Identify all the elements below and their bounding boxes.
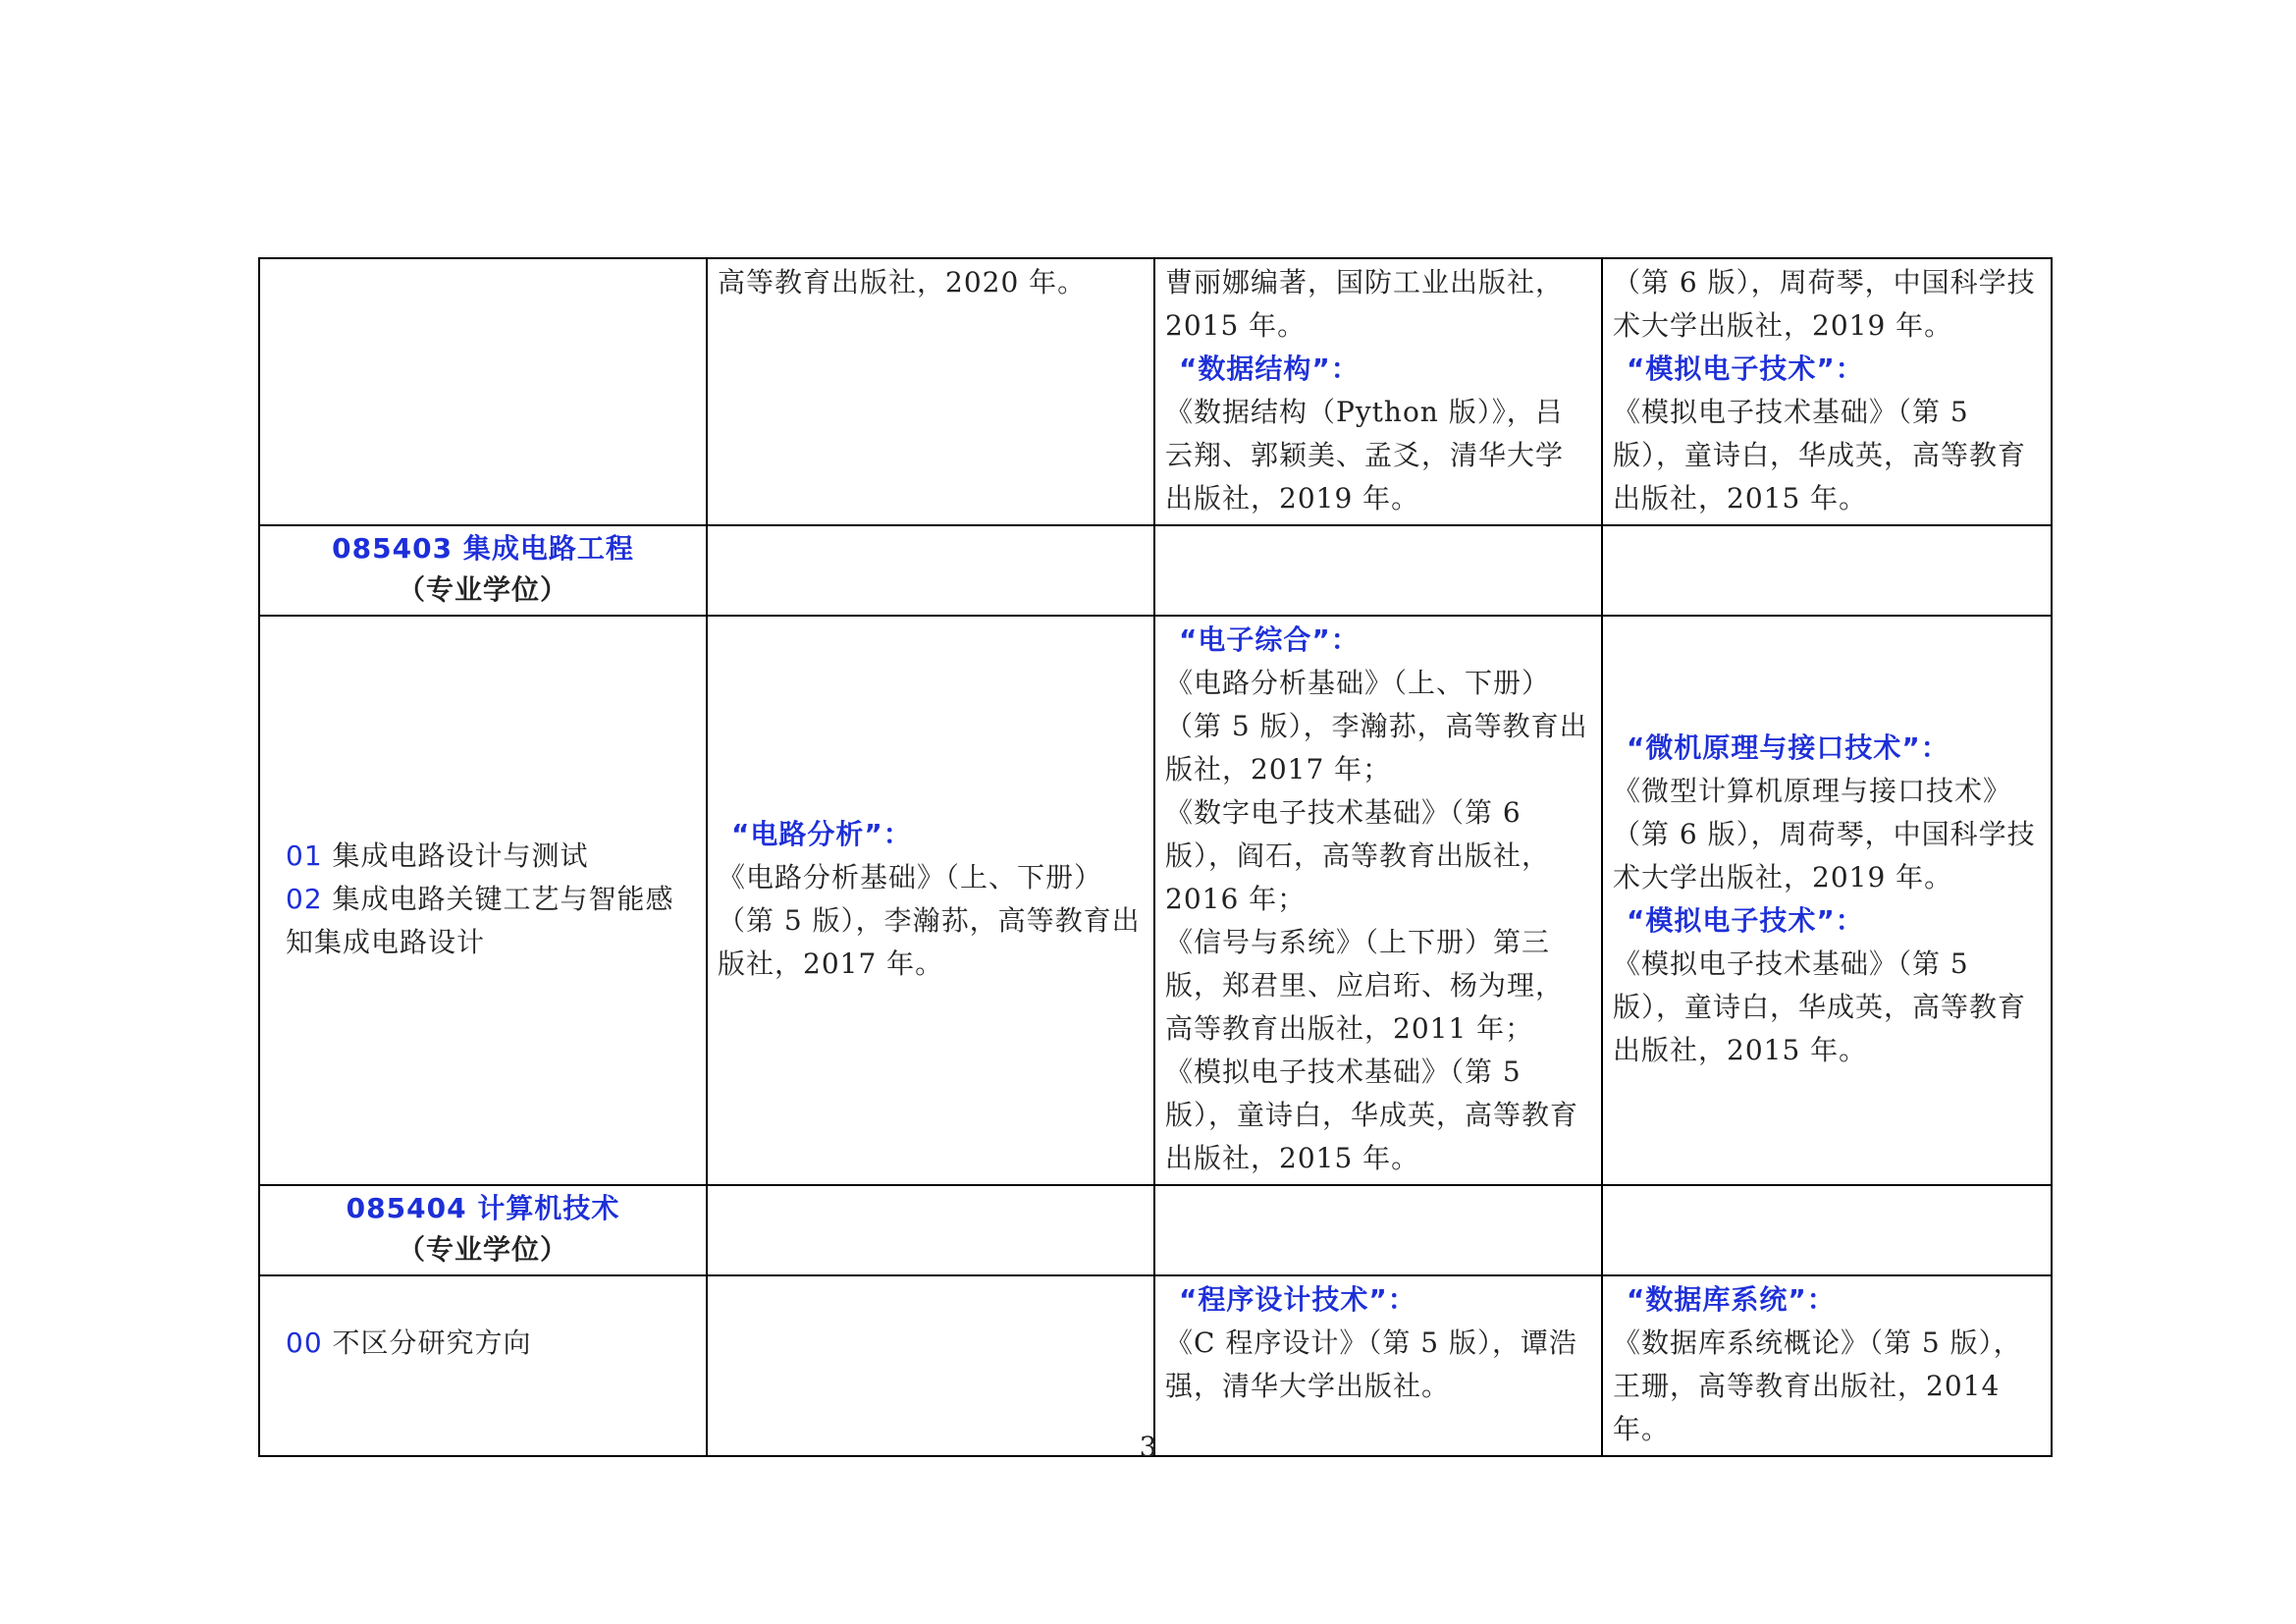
book-entry: 《模拟电子技术基础》（第 5 版），童诗白，华成英，高等教育出版社，2015 年。 [1613,396,2027,514]
book-entry: 《微型计算机原理与接口技术》（第 6 版），周荷琴，中国科学技术大学出版社，2019 年。 [1613,775,2036,893]
major-header-row [259,525,2052,616]
subject-title: “电路分析”： [731,818,912,850]
book-entry: 高等教育出版社，2020 年。 [718,266,1087,298]
empty-cell [1602,1185,2052,1275]
book-entry: 《数据结构（Python 版）》，吕云翔、郭颖美、孟爻，清华大学出版社，2019 年。 [1165,396,1565,514]
empty-cell [1602,525,2052,616]
empty-cell [1154,1185,1602,1275]
subject-title: “数据结构”： [1179,352,1360,385]
direction-code: 00 [286,1326,323,1359]
subject-title: “微机原理与接口技术”： [1627,731,1949,764]
book-entry: 《电路分析基础》（上、下册）（第 5 版），李瀚荪，高等教育出版社，2017 年； [1165,667,1588,785]
direction-name: 集成电路关键工艺与智能感知集成电路设计 [286,883,674,958]
major-header-cell [259,525,707,616]
empty-cell [1154,525,1602,616]
book-entry: 《电路分析基础》（上、下册）（第 5 版），李瀚荪，高等教育出版社，2017 年。 [718,861,1141,980]
page-number: 3 [1139,1431,1157,1463]
exam-books-cell [1154,616,1602,1185]
empty-cell [707,1275,1154,1456]
book-entry: 《数据库系统概论》（第 5 版），王珊，高等教育出版社，2014 年。 [1613,1326,2022,1445]
subject-title: “模拟电子技术”： [1627,352,1864,385]
table-row [259,1275,2052,1456]
degree-type: （专业学位） [397,573,568,606]
prelim-books-cell [707,616,1154,1185]
directions-cell [259,1275,707,1456]
book-entry: 《数字电子技术基础》（第 6 版），阎石，高等教育出版社，2016 年； [1165,796,1551,915]
empty-cell [707,1185,1154,1275]
empty-cell [707,525,1154,616]
direction-item [270,878,696,964]
book-entry: 曹丽娜编著，国防工业出版社，2015 年。 [1165,266,1565,342]
extra-books-cell [1602,616,2052,1185]
major-header-row [259,1185,2052,1275]
direction-name: 不区分研究方向 [332,1326,532,1359]
major-title: 085403 集成电路工程 [332,532,634,565]
book-entry: （第 6 版），周荷琴，中国科学技术大学出版社，2019 年。 [1613,266,2036,342]
subject-title: “电子综合”： [1179,623,1360,656]
major-header-cell [259,1185,707,1275]
direction-item [270,835,696,878]
book-entry: 《模拟电子技术基础》（第 5 版），童诗白，华成英，高等教育出版社，2015 年。 [1165,1056,1579,1174]
direction-name: 集成电路设计与测试 [332,839,589,872]
extra-books-cell [1602,258,2052,525]
book-entry: 《信号与系统》（上下册）第三版，郑君里、应启珩、杨为理，高等教育出版社，2011 年； [1165,926,1565,1045]
direction-code: 02 [286,883,323,915]
prelim-books-cell [707,258,1154,525]
book-entry: 《C 程序设计》（第 5 版），谭浩强，清华大学出版社。 [1165,1326,1577,1402]
direction-item [270,1278,696,1365]
table-row [259,258,2052,525]
exam-books-cell [1154,258,1602,525]
degree-type: （专业学位） [397,1233,568,1266]
empty-cell [259,258,707,525]
subject-title: “程序设计技术”： [1179,1283,1416,1316]
reference-books-table [258,257,2053,1457]
direction-code: 01 [286,839,323,872]
exam-books-cell [1154,1275,1602,1456]
book-entry: 《模拟电子技术基础》（第 5 版），童诗白，华成英，高等教育出版社，2015 年。 [1613,947,2027,1066]
extra-books-cell [1602,1275,2052,1456]
subject-title: “数据库系统”： [1627,1283,1836,1316]
major-title: 085404 计算机技术 [346,1192,620,1224]
directions-cell [259,616,707,1185]
subject-title: “模拟电子技术”： [1627,904,1864,937]
table-row [259,616,2052,1185]
